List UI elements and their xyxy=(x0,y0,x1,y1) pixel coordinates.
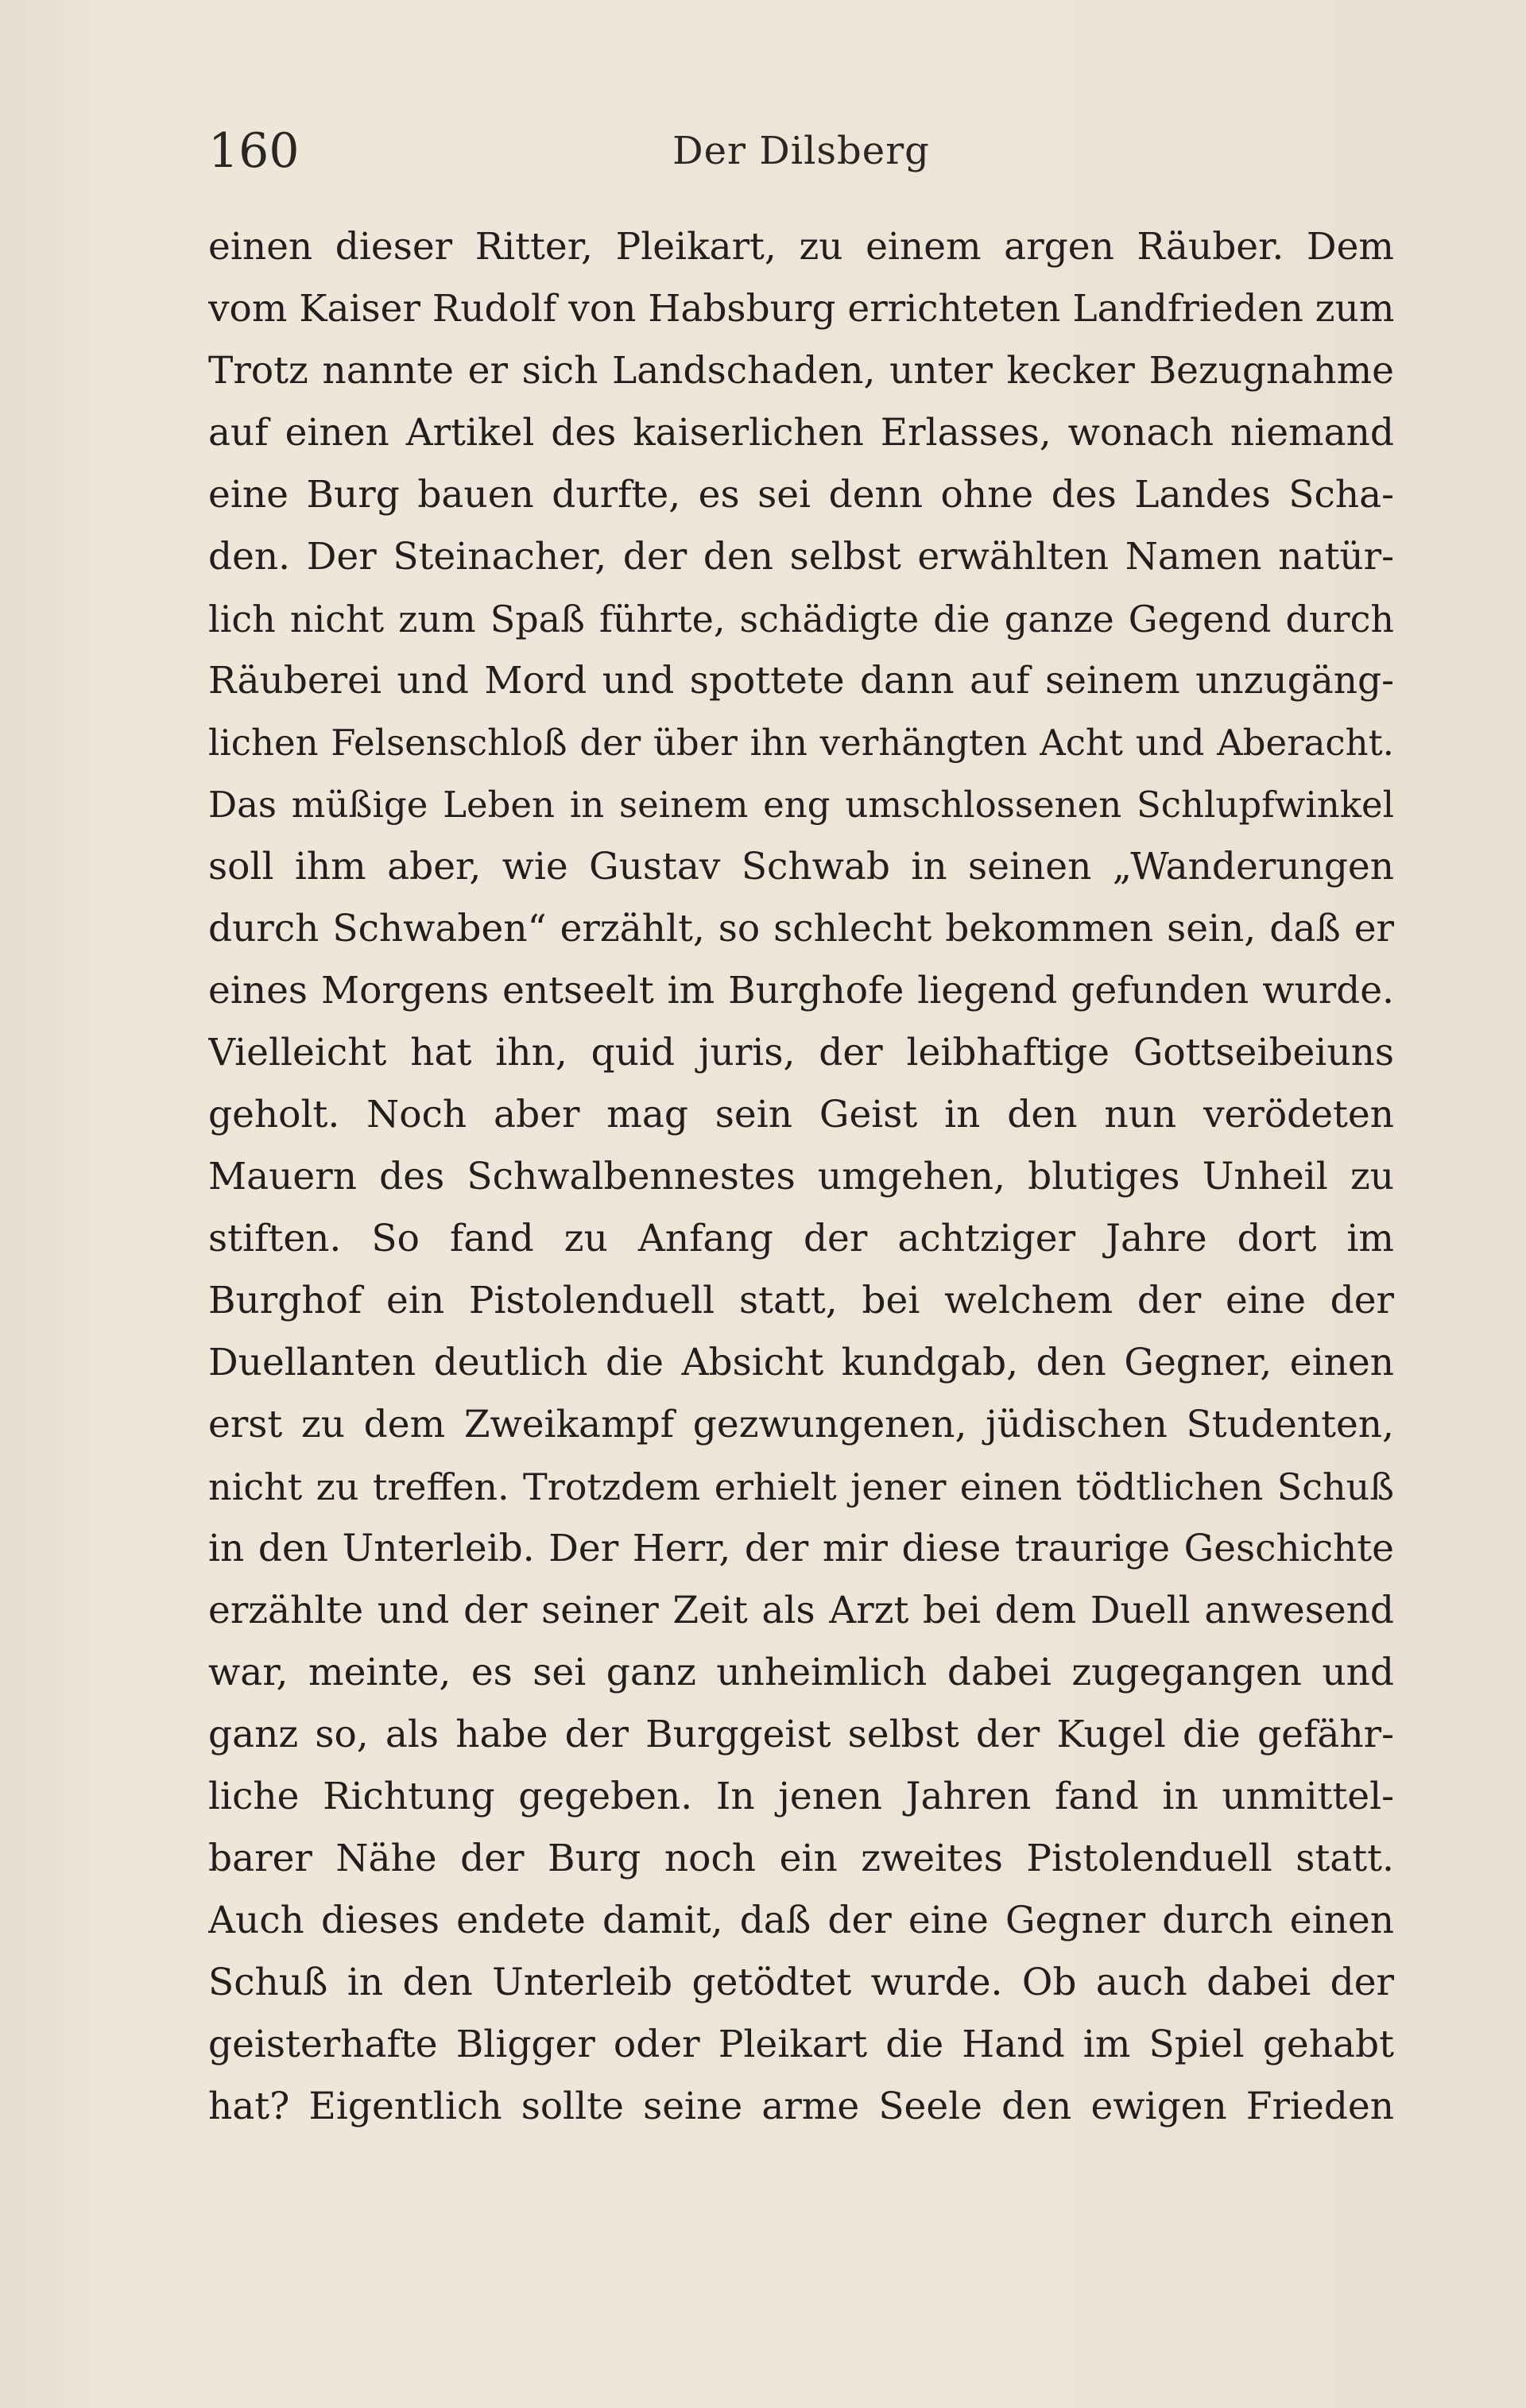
body-text xyxy=(208,216,1394,2138)
page-header xyxy=(208,119,1394,183)
text-line: Vielleicht hat ihn, quid juris, der leibhaftige Gottseibeiuns xyxy=(208,1031,1394,1074)
text-line: in den Unterleib. Der Herr, der mir diese traurige Geschichte xyxy=(208,1527,1394,1570)
text-line: war, meinte, es sei ganz unheimlich dabei zugegangen und xyxy=(208,1651,1394,1694)
text-line: Schuß in den Unterleib getödtet wurde. Ob auch dabei der xyxy=(208,1961,1394,2004)
text-line: erzählte und der seiner Zeit als Arzt bei dem Duell anwesend xyxy=(208,1589,1394,1632)
text-line: Auch dieses endete damit, daß der eine Gegner durch einen xyxy=(208,1899,1394,1942)
text-line: geisterhafte Bligger oder Pleikart die Hand im Spiel gehabt xyxy=(208,2023,1394,2066)
text-line: Duellanten deutlich die Absicht kundgab, den Gegner, einen xyxy=(208,1341,1394,1384)
text-line: liche Richtung gegeben. In jenen Jahren fand in unmittel- xyxy=(208,1775,1394,1818)
text-line: einen dieser Ritter, Pleikart, zu einem argen Räuber. Dem xyxy=(208,225,1394,269)
text-line: geholt. Noch aber mag sein Geist in den nun verödeten xyxy=(208,1093,1394,1136)
text-line: durch Schwaben“ erzählt, so schlecht bekommen sein, daß er xyxy=(208,907,1394,950)
text-line: Räuberei und Mord und spottete dann auf seinem unzugäng- xyxy=(208,659,1394,703)
text-line: soll ihm aber, wie Gustav Schwab in seinen „Wanderungen xyxy=(208,845,1394,888)
text-line: Das müßige Leben in seinem eng umschlossenen Schlupfwinkel xyxy=(208,784,1394,826)
text-line: lich nicht zum Spaß führte, schädigte die ganze Gegend durch xyxy=(208,598,1394,641)
page-number: 160 xyxy=(208,123,300,179)
text-line: den. Der Steinacher, der den selbst erwählten Namen natür- xyxy=(208,535,1394,579)
text-line: auf einen Artikel des kaiserlichen Erlasses, wonach niemand xyxy=(208,411,1394,455)
text-line: ganz so, als habe der Burggeist selbst der Kugel die gefähr- xyxy=(208,1713,1394,1756)
text-line: nicht zu treffen. Trotzdem erhielt jener einen tödtlichen Schuß xyxy=(208,1465,1394,1508)
text-line: barer Nähe der Burg noch ein zweites Pistolenduell statt. xyxy=(208,1837,1394,1880)
text-line: stiften. So fand zu Anfang der achtziger Jahre dort im xyxy=(208,1217,1394,1260)
text-line: eines Morgens entseelt im Burghofe liegend gefunden wurde. xyxy=(208,969,1394,1012)
text-line: Mauern des Schwalbennestes umgehen, blutiges Unheil zu xyxy=(208,1155,1394,1198)
text-line: hat? Eigentlich sollte seine arme Seele den ewigen Frieden xyxy=(208,2085,1394,2128)
text-line: vom Kaiser Rudolf von Habsburg errichteten Landfrieden zum xyxy=(208,287,1394,331)
text-line: eine Burg bauen durfte, es sei denn ohne des Landes Scha- xyxy=(208,473,1394,517)
text-line: lichen Felsenschloß der über ihn verhängten Acht und Aberacht. xyxy=(208,722,1394,764)
running-title: Der Dilsberg xyxy=(672,129,930,173)
text-line: erst zu dem Zweikampf gezwungenen, jüdischen Studenten, xyxy=(208,1403,1394,1446)
text-line: Burghof ein Pistolenduell statt, bei welchem der eine der xyxy=(208,1279,1394,1322)
text-line: Trotz nannte er sich Landschaden, unter kecker Bezugnahme xyxy=(208,349,1394,393)
